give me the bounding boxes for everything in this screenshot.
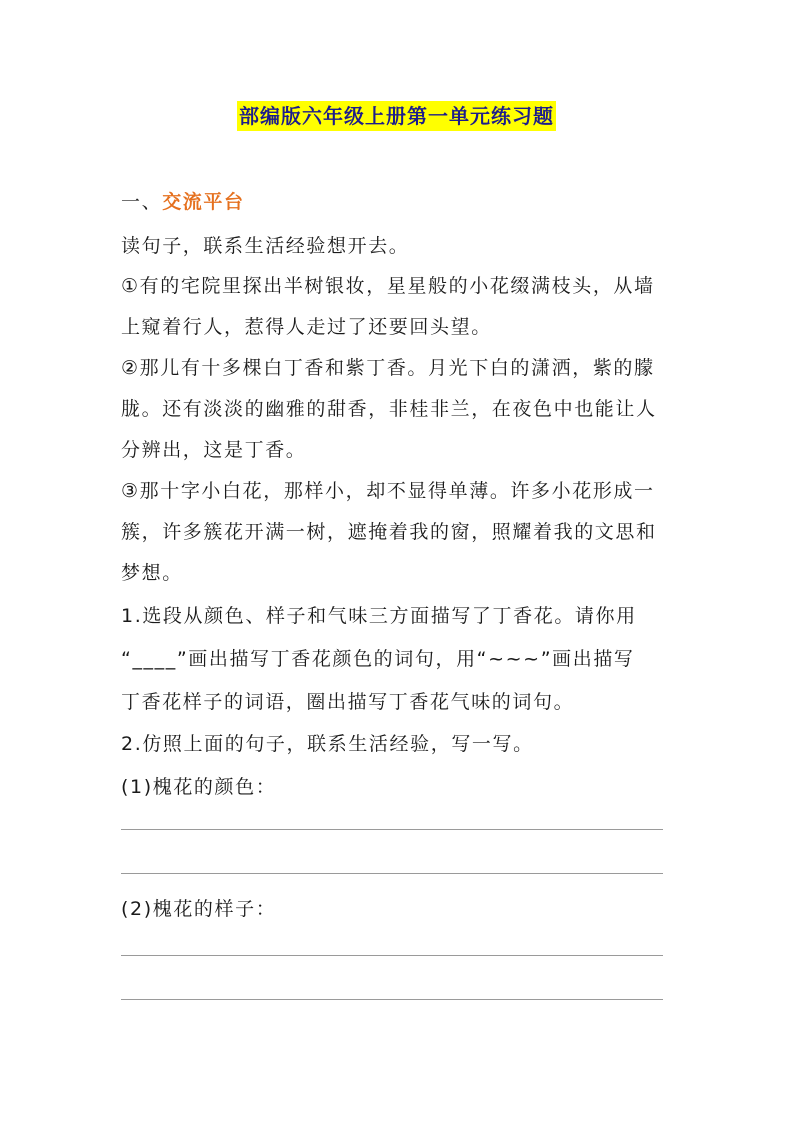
section-number: 一、 xyxy=(121,191,163,213)
question-line: 2.仿照上面的句子，联系生活经验，写一写。 xyxy=(121,733,534,755)
answer-blank-line[interactable] xyxy=(121,999,663,1000)
passage-line: 上窥着行人，惹得人走过了还要回头望。 xyxy=(121,316,492,338)
title-highlight: 部编版六年级上册第一单元练习题 xyxy=(237,101,556,131)
passage-line: 胧。还有淡淡的幽雅的甜香，非桂非兰，在夜色中也能让人 xyxy=(121,398,657,420)
section-name: 交流平台 xyxy=(162,191,245,213)
passage-line: 分辨出，这是丁香。 xyxy=(121,439,307,461)
section-heading xyxy=(121,189,681,215)
answer-blank-line[interactable] xyxy=(121,955,663,956)
passage-line: 簇，许多簇花开满一树，遮掩着我的窗，照耀着我的文思和 xyxy=(121,521,657,543)
instruction-text: 读句子，联系生活经验想开去。 xyxy=(121,235,410,257)
passage-line: 梦想。 xyxy=(121,562,183,584)
passage-line: ②那儿有十多棵白丁香和紫丁香。月光下白的潇洒，紫的朦 xyxy=(121,357,655,379)
question-line: 丁香花样子的词语，圈出描写丁香花气味的词句。 xyxy=(121,691,575,713)
sub-question: (2)槐花的样子： xyxy=(121,898,277,920)
question-line: 1.选段从颜色、样子和气味三方面描写了丁香花。请你用 xyxy=(121,605,637,627)
passage-line: ①有的宅院里探出半树银妆，星星般的小花缀满枝头，从墙 xyxy=(121,275,655,297)
page-title xyxy=(0,100,793,129)
passage-line: ③那十字小白花，那样小，却不显得单薄。许多小花形成一 xyxy=(121,480,655,502)
sub-question: (1)槐花的颜色： xyxy=(121,776,277,798)
answer-blank-line[interactable] xyxy=(121,829,663,830)
question-line: “____”画出描写丁香花颜色的词句，用“~~~”画出描写 xyxy=(121,648,635,670)
answer-blank-line[interactable] xyxy=(121,873,663,874)
